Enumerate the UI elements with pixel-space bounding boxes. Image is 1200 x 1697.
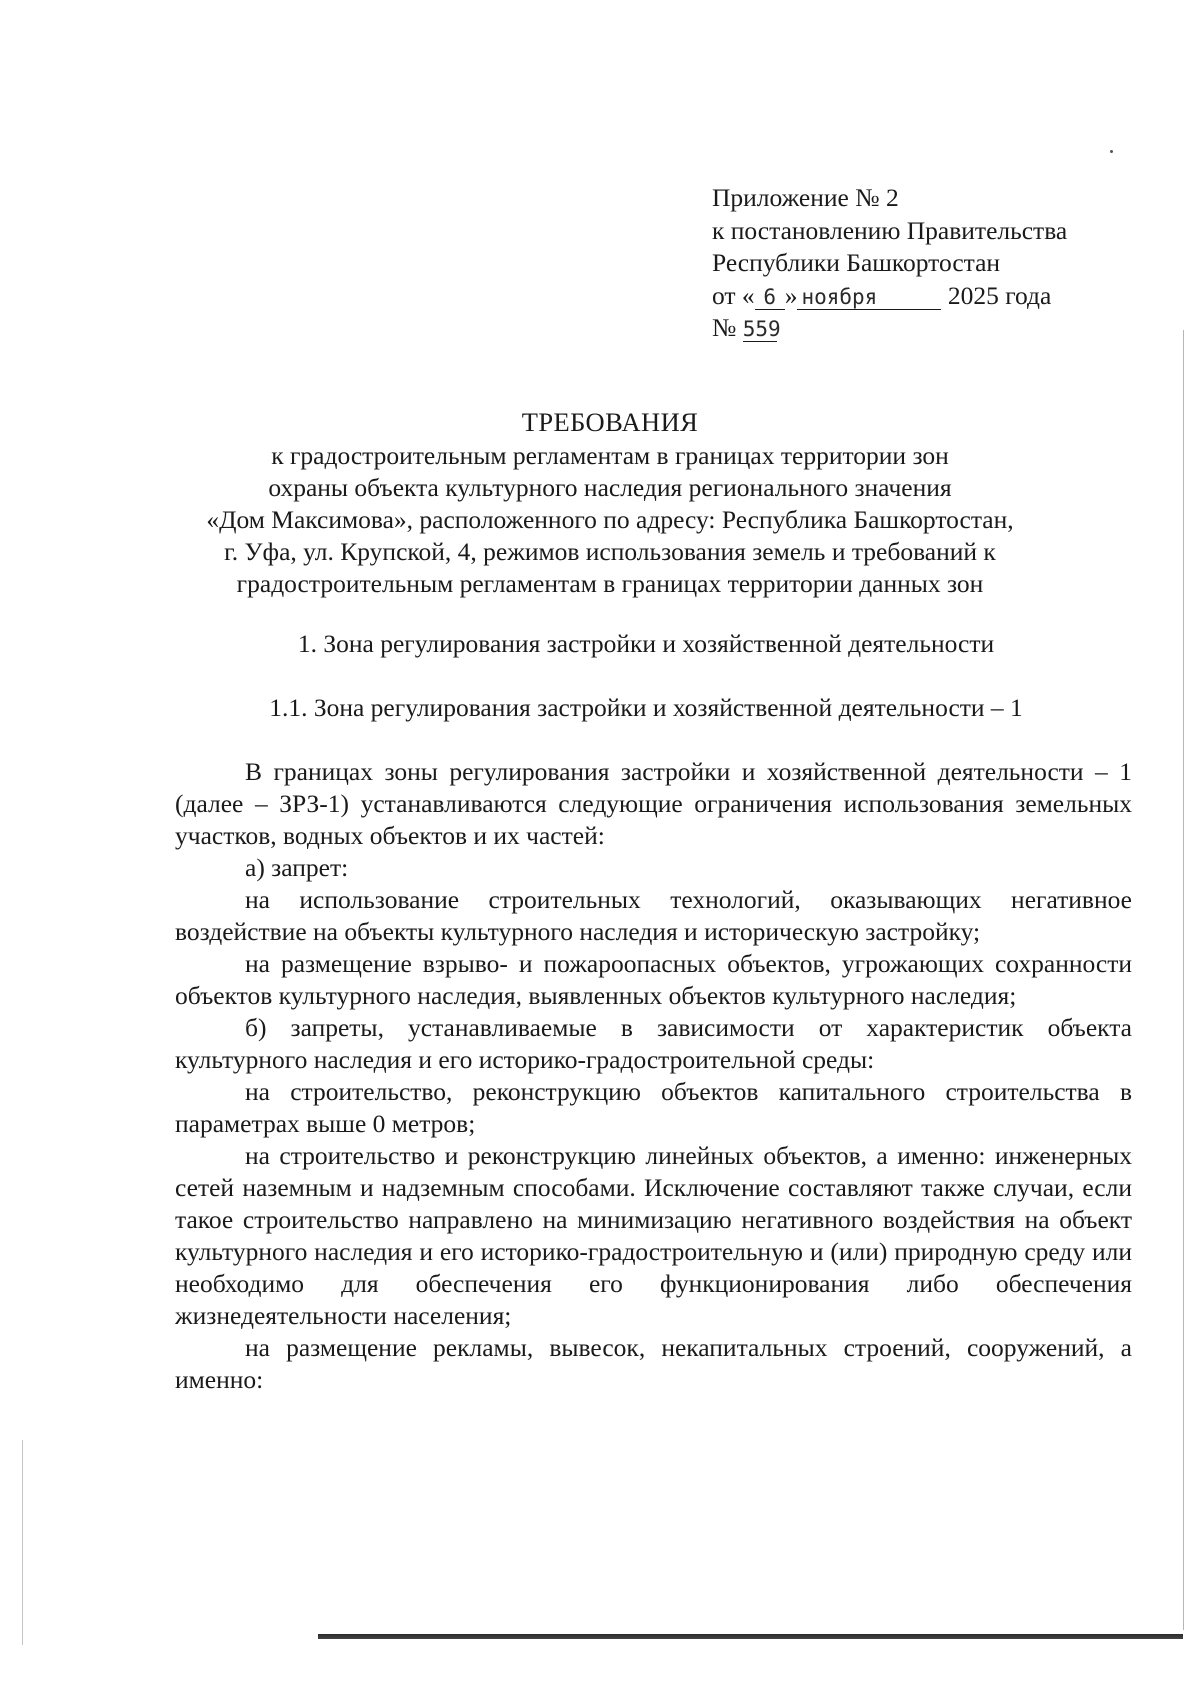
paragraph: на строительство и реконструкцию линейных объектов, а именно: инженерных сетей наземным и надземным способами. Исключение составляют также случаи, если такое строительство направлено на минимизацию негативного воздействия на объект культурного наследия и его историко-градостроительную и (или) природную среду или необходимо для обеспечения его функционирования либо обеспечения жизнедеятельности населения; <box>175 1141 1132 1330</box>
body-text <box>175 756 1132 1396</box>
date-prefix: от « <box>712 280 755 310</box>
paragraph: б) запреты, устанавливаемые в зависимости от характеристик объекта культурного наследия и его историко-градостроительной среды: <box>175 1013 1132 1074</box>
section-heading-1: 1. Зона регулирования застройки и хозяйственной деятельности <box>297 629 995 658</box>
date-month: ноября <box>797 285 941 310</box>
date-year: 2025 года <box>947 280 1052 310</box>
document-title: ТРЕБОВАНИЯ <box>521 407 699 437</box>
scan-speck <box>1110 150 1113 153</box>
number-value: 559 <box>742 317 781 341</box>
attachment-number: Приложение № 2 <box>712 183 899 212</box>
paragraph: на использование строительных технологий, оказывающих негативное воздействие на объекты культурного наследия и историческую застройку; <box>175 885 1132 946</box>
attachment-republic: Республики Башкортостан <box>712 248 1001 277</box>
paragraph: В границах зоны регулирования застройки и хозяйственной деятельности – 1 (далее – ЗРЗ-1) устанавливаются следующие ограничения использования земельных участков, водных объектов и их частей: <box>175 757 1132 850</box>
section-heading-1-1: 1.1. Зона регулирования застройки и хозяйственной деятельности – 1 <box>269 693 1023 722</box>
attachment-resolution: к постановлению Правительства <box>712 215 1068 245</box>
date-day: 6 <box>755 285 785 310</box>
attachment-date <box>712 280 1172 313</box>
attachment-block <box>712 182 1172 345</box>
paragraph: а) запрет: <box>245 853 349 882</box>
scan-edge-left <box>22 1440 23 1645</box>
footer-rule <box>318 1634 1183 1639</box>
paragraph: на размещение рекламы, вывесок, некапитальных строений, сооружений, а именно: <box>175 1333 1132 1394</box>
paragraph: на строительство, реконструкцию объектов капитального строительства в параметрах выше 0 метров; <box>175 1077 1132 1138</box>
title-line: градостроительным регламентам в границах территории данных зон <box>236 569 984 598</box>
date-mid: » <box>784 280 798 310</box>
paragraph: на размещение взрыво- и пожароопасных объектов, угрожающих сохранности объектов культурного наследия, выявленных объектов культурного наследия; <box>175 949 1132 1010</box>
title-line: «Дом Максимова», расположенного по адресу: Республика Башкортостан, <box>206 505 1014 534</box>
title-line: охраны объекта культурного наследия регионального значения <box>268 473 952 502</box>
title-line: г. Уфа, ул. Крупской, 4, режимов использования земель и требований к <box>224 537 996 566</box>
number-prefix: № <box>712 313 743 342</box>
title-block <box>160 406 1060 600</box>
title-line: к градостроительным регламентам в границах территории зон <box>271 441 949 470</box>
scan-edge-right <box>1183 330 1184 1630</box>
attachment-doc-number <box>712 312 1172 345</box>
